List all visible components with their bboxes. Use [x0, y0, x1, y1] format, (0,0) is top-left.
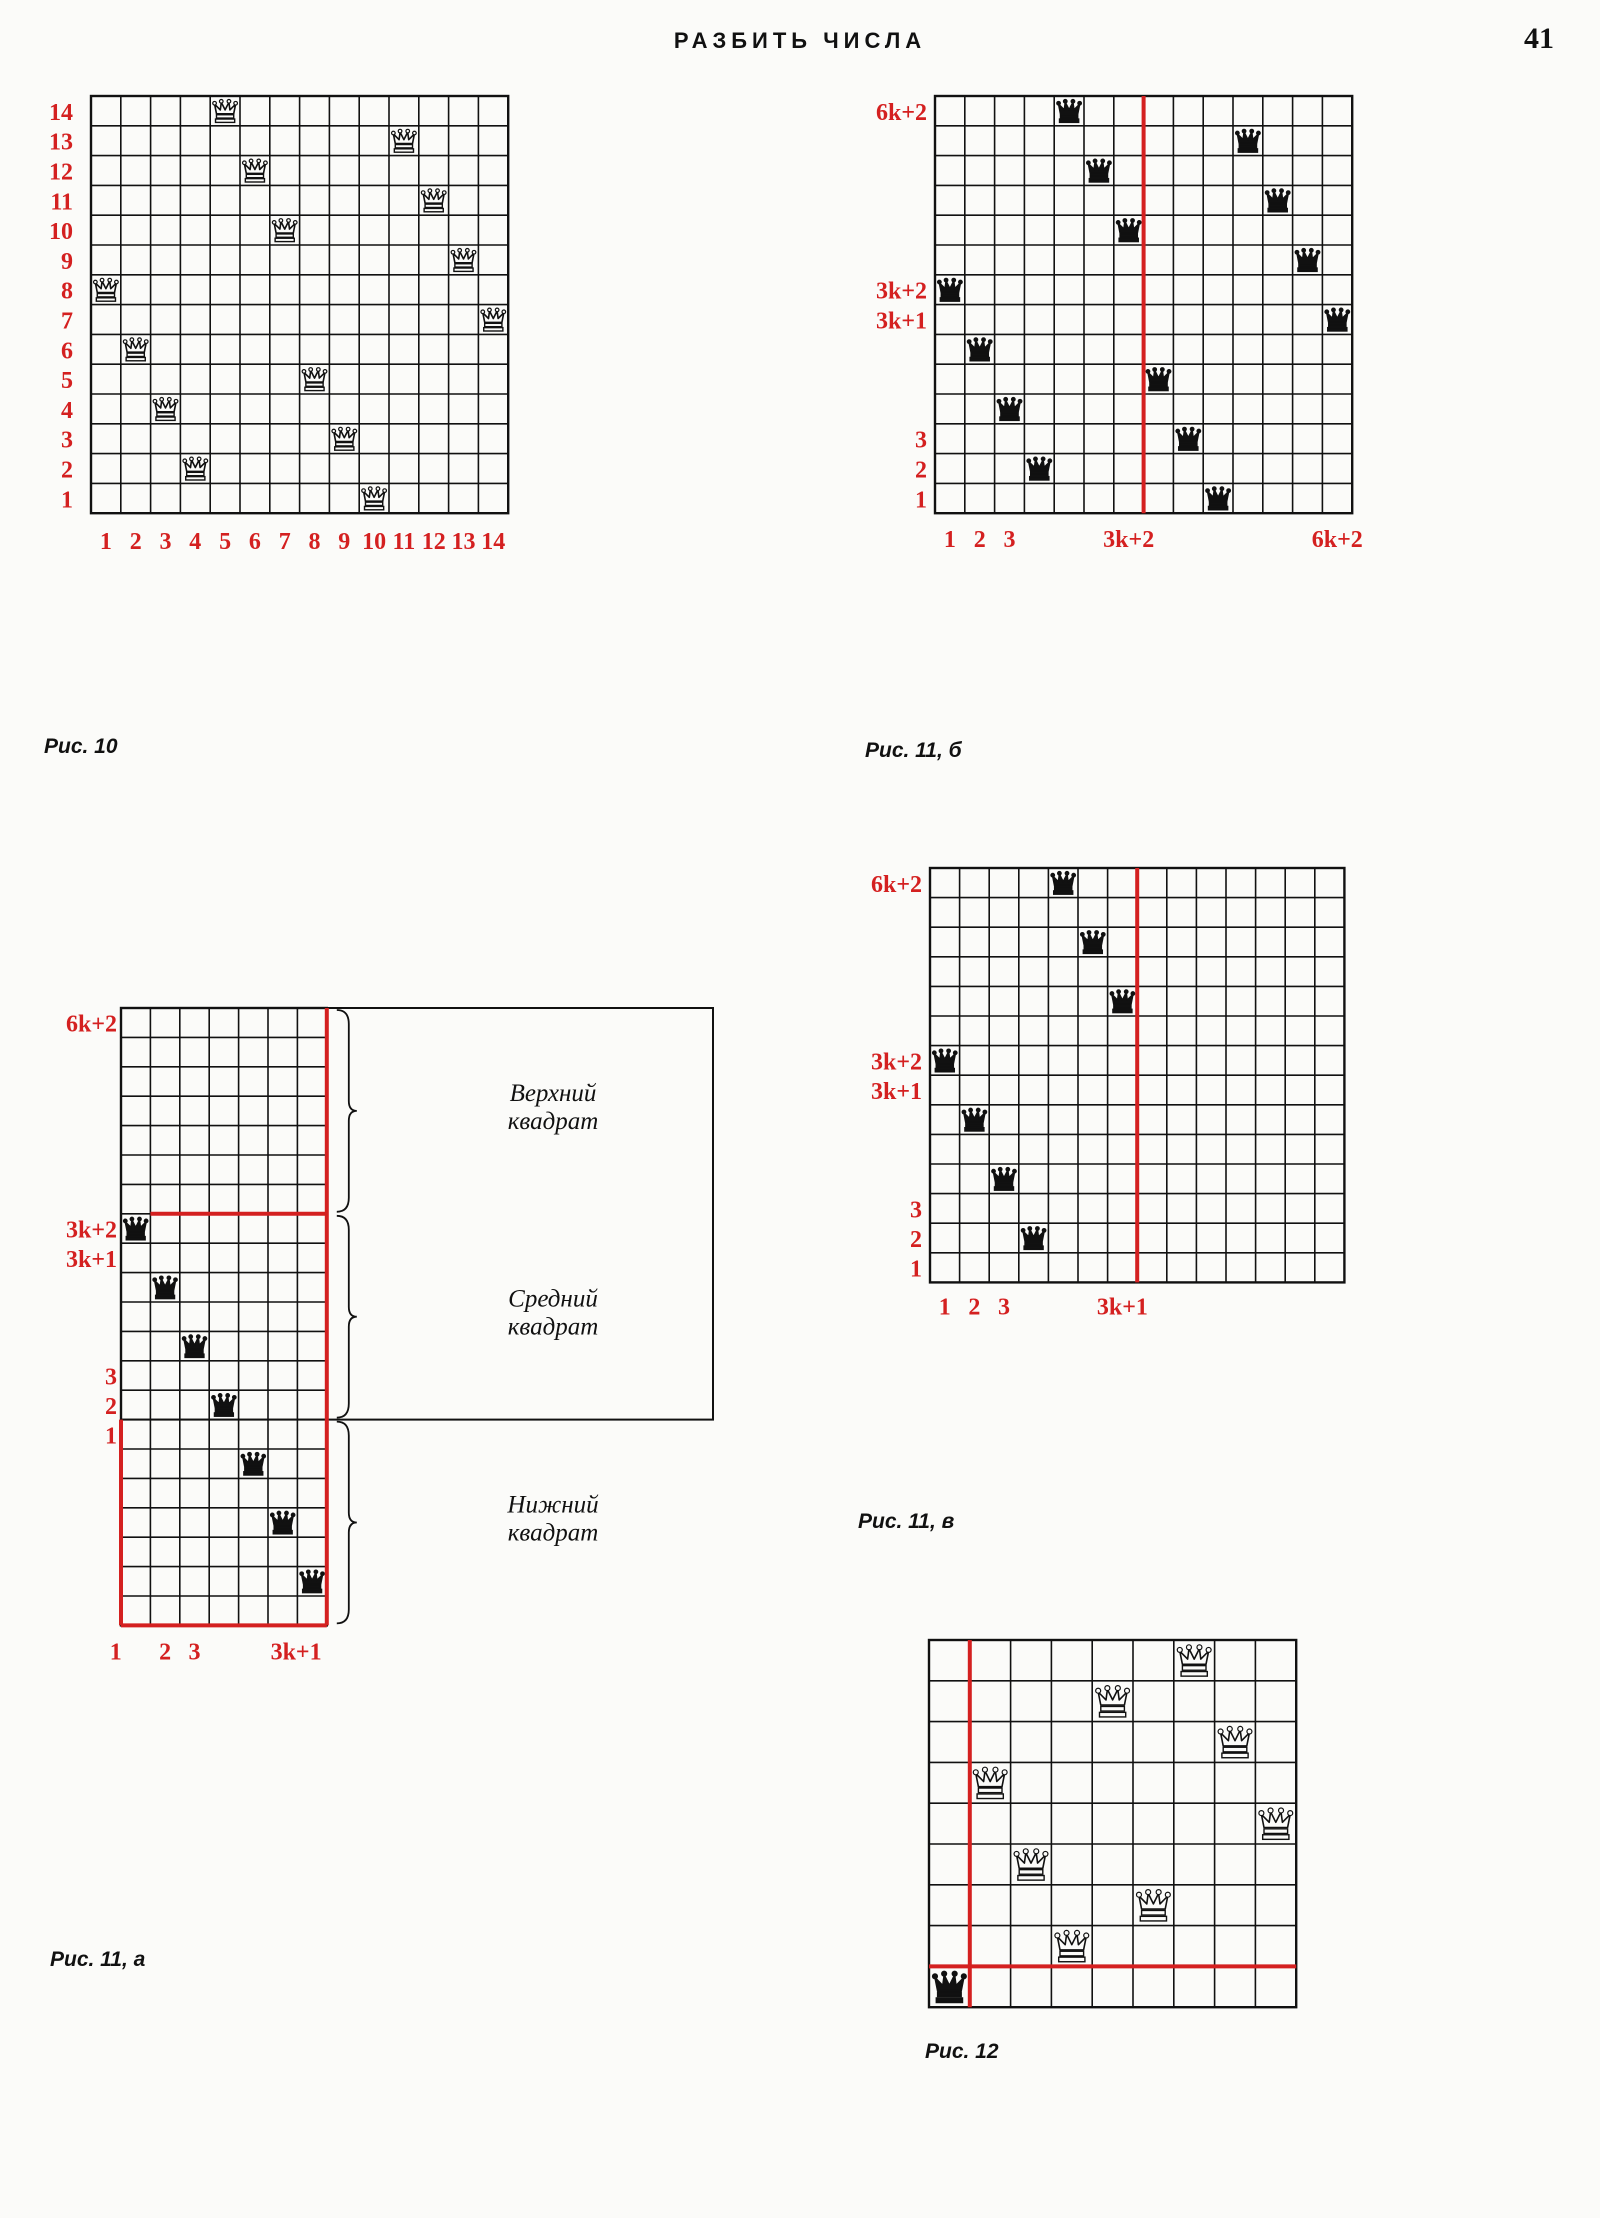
fig11b-col-label: 2: [973, 527, 986, 554]
fig10-col-label: 3: [159, 529, 172, 556]
fig11a-row-label: 3: [105, 1364, 117, 1391]
white-queen-icon: [1218, 1726, 1252, 1757]
fig11v-row-label: 3k+2: [870, 1049, 922, 1076]
fig11b-row-label: 2: [915, 457, 927, 484]
fig10-row-label: 2: [61, 457, 73, 484]
fig11a-upper-square-label: квадрат: [507, 1107, 599, 1135]
fig10-caption: Рис. 10: [44, 735, 118, 758]
fig11b-col-label: 6k+2: [1311, 527, 1363, 554]
fig11a-row-label: 2: [105, 1393, 117, 1420]
fig10-row-label: 12: [49, 159, 73, 186]
fig11v-col-label: 3k+1: [1096, 1294, 1148, 1321]
fig10-col-label: 6: [248, 529, 261, 556]
fig11a-lower-square-label: квадрат: [507, 1519, 599, 1547]
fig10-col-label: 12: [421, 529, 446, 556]
fig10-row-label: 1: [61, 487, 73, 514]
fig10-row-label: 5: [61, 368, 73, 395]
fig10-col-label: 5: [219, 529, 232, 556]
fig11a-col-label: 1: [109, 1639, 122, 1666]
fig11v-col-label: 1: [938, 1294, 951, 1321]
fig11a-row-label: 3k+1: [65, 1246, 117, 1273]
white-queen-icon: [1259, 1808, 1293, 1839]
fig11b-row-label: 3: [915, 427, 927, 454]
fig11v-row-label: 3: [910, 1197, 922, 1224]
white-queen-icon: [1136, 1890, 1170, 1921]
fig11v-row-label: 6k+2: [870, 871, 922, 898]
white-queen-icon: [1177, 1645, 1211, 1676]
fig12-board-border: [929, 1640, 1296, 2007]
fig11a-row-label: 6k+2: [65, 1011, 117, 1038]
fig10-col-label: 13: [451, 529, 476, 556]
fig11b-row-label: 3k+2: [875, 278, 927, 305]
fig11b-col-label: 3k+2: [1103, 527, 1155, 554]
fig11v-caption: Рис. 11, в: [858, 1510, 955, 1533]
fig11b-caption: Рис. 11, б: [865, 739, 962, 762]
fig11a-row-label: 1: [105, 1423, 117, 1450]
fig11a-row-label: 3k+2: [65, 1217, 117, 1244]
fig10-col-label: 4: [189, 529, 202, 556]
fig11a-col-label: 3k+1: [270, 1639, 322, 1666]
fig11a-col-label: 2: [159, 1639, 172, 1666]
fig10-col-label: 10: [362, 529, 387, 556]
fig10-row-label: 14: [49, 99, 73, 126]
fig11a-upper-square-label: Верхний: [509, 1079, 597, 1107]
fig11v-col-label: 3: [998, 1294, 1010, 1321]
fig11b-row-label: 1: [915, 487, 927, 514]
white-queen-icon: [973, 1767, 1007, 1798]
white-queen-icon: [1055, 1930, 1089, 1961]
fig10-row-label: 7: [61, 308, 73, 335]
running-head: РАЗБИТЬ ЧИСЛА: [673, 28, 927, 53]
page-number: 41: [1524, 22, 1554, 55]
fig11v-col-label: 2: [968, 1294, 981, 1321]
fig11b-row-label: 6k+2: [875, 99, 927, 126]
fig10-row-label: 8: [61, 278, 73, 305]
fig11v-row-label: 1: [910, 1256, 922, 1283]
fig11b-row-label: 3k+1: [875, 308, 927, 335]
black-queen-icon: [932, 1971, 966, 2002]
fig10-row-label: 9: [61, 248, 73, 275]
fig10-row-label: 10: [49, 219, 73, 246]
fig10-row-label: 4: [61, 397, 73, 424]
fig11b-col-label: 1: [943, 527, 956, 554]
fig11a-middle-square-label: Средний: [508, 1285, 598, 1313]
fig10-col-label: 2: [129, 529, 142, 556]
white-queen-icon: [1096, 1686, 1130, 1717]
fig10-col-label: 11: [392, 529, 416, 556]
fig11v-row-label: 3k+1: [870, 1079, 922, 1105]
fig10-col-label: 1: [99, 529, 112, 556]
fig10-row-label: 6: [61, 338, 73, 365]
fig10-row-label: 13: [49, 129, 73, 156]
fig11v-row-label: 2: [910, 1227, 922, 1253]
fig10-row-label: 3: [61, 427, 73, 454]
fig12-caption: Рис. 12: [925, 2040, 999, 2063]
fig11a-middle-square-label: квадрат: [507, 1313, 599, 1341]
white-queen-icon: [1014, 1849, 1048, 1880]
fig10-col-label: 9: [338, 529, 351, 556]
fig10-col-label: 14: [481, 529, 506, 556]
fig10-col-label: 8: [308, 529, 321, 556]
fig11a-col-label: 3: [188, 1639, 201, 1666]
fig10-row-label: 11: [50, 189, 73, 216]
fig11a-caption: Рис. 11, а: [50, 1948, 146, 1971]
fig10-col-label: 7: [278, 529, 291, 556]
fig11b-col-label: 3: [1003, 527, 1016, 554]
fig11a-lower-square-label: Нижний: [507, 1491, 599, 1519]
